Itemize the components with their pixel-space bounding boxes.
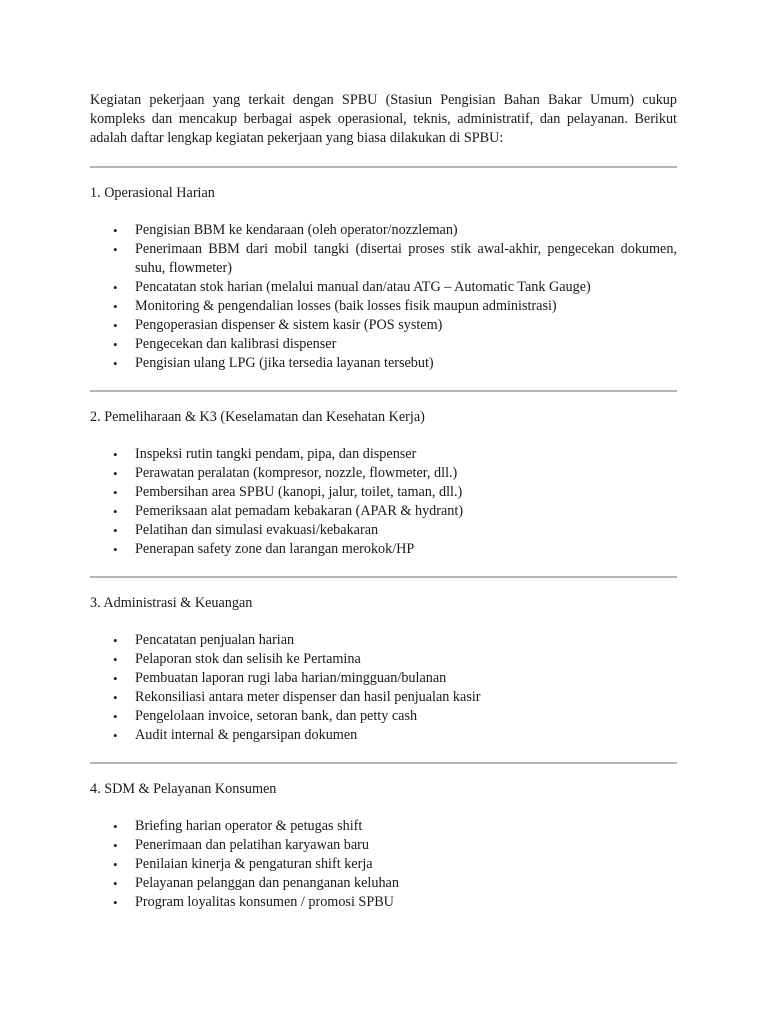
list-item: • Pengoperasian dispenser & sistem kasir (POS system) — [113, 317, 443, 333]
bullet-icon: • — [113, 652, 118, 667]
list-item: • Pengelolaan invoice, setoran bank, dan petty cash — [113, 708, 418, 724]
bullet-icon: • — [113, 857, 118, 872]
section-title-pemeliharaan: 2. Pemeliharaan & K3 (Keselamatan dan Kesehatan Kerja) — [90, 409, 425, 425]
list-item: • Pembersihan area SPBU (kanopi, jalur, toilet, taman, dll.) — [113, 484, 463, 500]
bullet-icon: • — [113, 280, 118, 295]
list-item: • Program loyalitas konsumen / promosi SPBU — [113, 894, 394, 910]
bullet-icon: • — [113, 299, 118, 314]
bullet-icon: • — [113, 671, 118, 686]
bullet-icon: • — [113, 466, 118, 481]
list-item: • Pengisian ulang LPG (jika tersedia layanan tersebut) — [113, 355, 434, 371]
bullet-icon: • — [113, 542, 118, 557]
list-item: • Pencatatan stok harian (melalui manual dan/atau ATG – Automatic Tank Gauge) — [113, 279, 591, 295]
bullet-icon: • — [113, 633, 118, 648]
section-divider — [90, 390, 677, 392]
list-item: • Pencatatan penjualan harian — [113, 632, 295, 648]
section-title-sdm: 4. SDM & Pelayanan Konsumen — [90, 781, 277, 797]
list-item: • Rekonsiliasi antara meter dispenser dan hasil penjualan kasir — [113, 689, 481, 705]
list-item: • Pelayanan pelanggan dan penanganan keluhan — [113, 875, 399, 891]
list-item: • Pengecekan dan kalibrasi dispenser — [113, 336, 337, 352]
list-item: • Pembuatan laporan rugi laba harian/mingguan/bulanan — [113, 670, 447, 686]
bullet-icon: • — [113, 337, 118, 352]
list-item: • Pelaporan stok dan selisih ke Pertamina — [113, 651, 361, 667]
section-title-administrasi: 3. Administrasi & Keuangan — [90, 595, 253, 611]
bullet-icon: • — [113, 690, 118, 705]
section-title-operasional: 1. Operasional Harian — [90, 185, 215, 201]
section-divider — [90, 762, 677, 764]
document-page — [90, 91, 677, 912]
list-item: • Audit internal & pengarsipan dokumen — [113, 727, 358, 743]
section-divider — [90, 576, 677, 578]
list-administrasi — [90, 631, 677, 745]
list-item: • Penerapan safety zone dan larangan merokok/HP — [113, 541, 415, 557]
bullet-icon: • — [113, 709, 118, 724]
bullet-icon: • — [113, 485, 118, 500]
bullet-icon: • — [113, 819, 118, 834]
list-item: • Briefing harian operator & petugas shift — [113, 818, 363, 834]
bullet-icon: • — [113, 242, 118, 257]
list-item: • Monitoring & pengendalian losses (baik losses fisik maupun administrasi) — [113, 298, 557, 314]
list-operasional — [90, 221, 677, 373]
bullet-icon: • — [113, 523, 118, 538]
list-item: • Pengisian BBM ke kendaraan (oleh operator/nozzleman) — [113, 222, 458, 238]
list-item: • Pemeriksaan alat pemadam kebakaran (APAR & hydrant) — [113, 503, 464, 519]
bullet-icon: • — [113, 318, 118, 333]
list-pemeliharaan — [90, 445, 677, 559]
list-item: • Penerimaan dan pelatihan karyawan baru — [113, 837, 369, 853]
bullet-icon: • — [113, 728, 118, 743]
list-item: • Pelatihan dan simulasi evakuasi/kebakaran — [113, 522, 379, 538]
bullet-icon: • — [113, 838, 118, 853]
list-sdm — [90, 817, 677, 912]
list-item: • Inspeksi rutin tangki pendam, pipa, dan dispenser — [113, 446, 417, 462]
bullet-icon: • — [113, 895, 118, 910]
list-item: • Penerimaan BBM dari mobil tangki (disertai proses stik awal-akhir, pengecekan dokumen, suhu, flowmeter) — [113, 241, 677, 276]
section-divider — [90, 166, 677, 168]
list-item: • Perawatan peralatan (kompresor, nozzle, flowmeter, dll.) — [113, 465, 458, 481]
bullet-icon: • — [113, 356, 118, 371]
bullet-icon: • — [113, 223, 118, 238]
bullet-icon: • — [113, 876, 118, 891]
list-item: • Penilaian kinerja & pengaturan shift kerja — [113, 856, 373, 872]
bullet-icon: • — [113, 447, 118, 462]
bullet-icon: • — [113, 504, 118, 519]
intro-paragraph: Kegiatan pekerjaan yang terkait dengan SPBU (Stasiun Pengisian Bahan Bakar Umum) cukup kompleks dan mencakup berbagai aspek operasional, teknis, administratif, dan pelayanan. Berikut adalah daftar lengkap kegiatan pekerjaan yang biasa dilakukan di SPBU: — [90, 92, 677, 146]
